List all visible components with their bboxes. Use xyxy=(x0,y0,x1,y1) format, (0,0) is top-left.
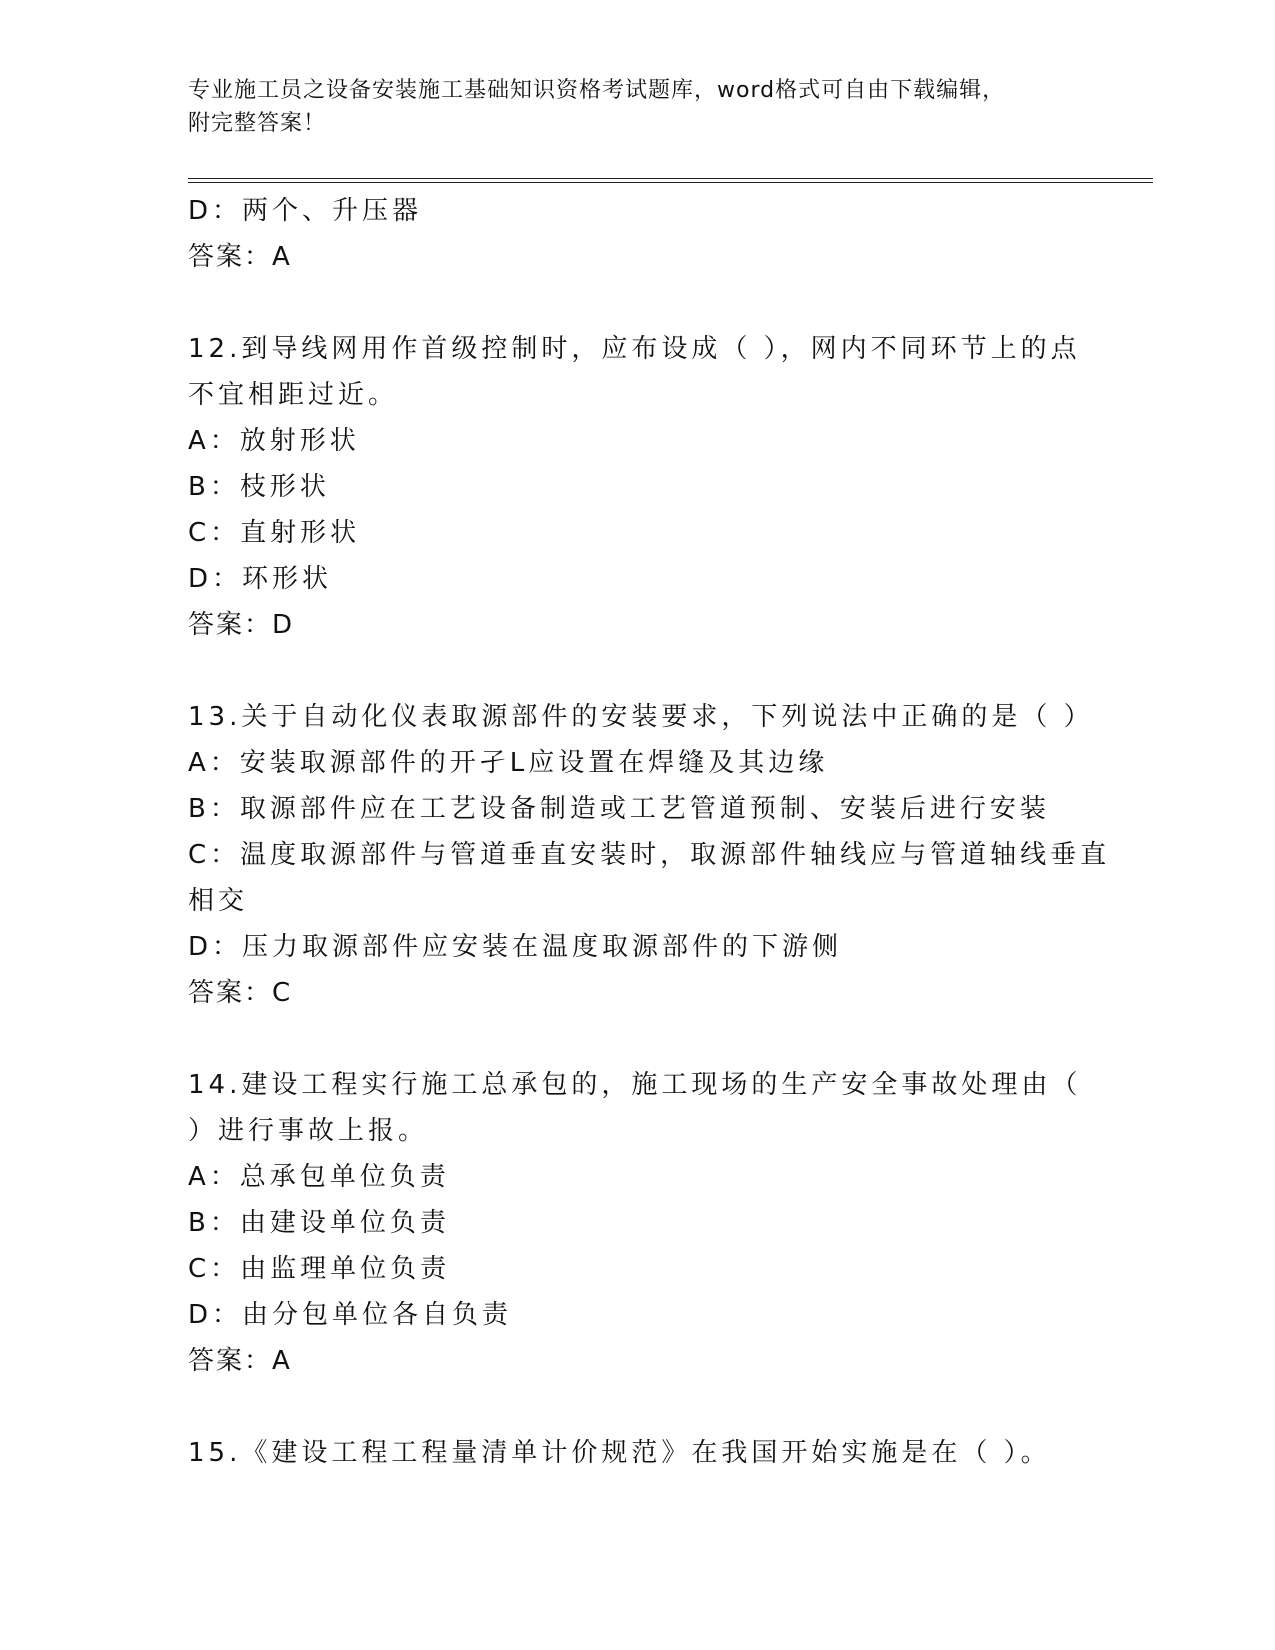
question-14 xyxy=(188,1062,1088,1384)
q12-option-a: A：放射形状 xyxy=(188,426,360,456)
spacer xyxy=(188,1384,1088,1430)
q14-stem-line-1: 14.建设工程实行施工总承包的，施工现场的生产安全事故处理由（ xyxy=(188,1070,1082,1100)
q14-option-d: D：由分包单位各自负责 xyxy=(188,1300,513,1330)
q14-option-b: B：由建设单位负责 xyxy=(188,1208,450,1238)
q14-answer: 答案：A xyxy=(188,1346,292,1376)
q11-answer: 答案：A xyxy=(188,242,292,272)
document-body xyxy=(188,188,1111,1476)
header-line-2: 附完整答案！ xyxy=(188,111,327,136)
q13-option-a: A：安装取源部件的开孑L应设置在焊缝及其边缘 xyxy=(188,748,829,778)
q12-stem-line-2: 不宜相距过近。 xyxy=(188,380,399,410)
q14-option-a: A：总承包单位负责 xyxy=(188,1162,450,1192)
q13-option-c-line-2: 相交 xyxy=(188,886,249,916)
q14-stem-line-2: ）进行事故上报。 xyxy=(188,1116,429,1146)
q15-stem-line-1: 15.《建设工程工程量清单计价规范》在我国开始实施是在（ ）。 xyxy=(188,1438,1051,1468)
q12-option-d: D：环形状 xyxy=(188,564,333,594)
header-line-1: 专业施工员之设备安装施工基础知识资格考试题库，word格式可自由下载编辑， xyxy=(188,78,1006,103)
q12-stem-line-1: 12.到导线网用作首级控制时，应布设成（ ），网内不同环节上的点 xyxy=(188,334,1081,364)
q12-option-b: B：枝形状 xyxy=(188,472,330,502)
q13-option-d: D：压力取源部件应安装在温度取源部件的下游侧 xyxy=(188,932,843,962)
header-divider-top xyxy=(188,178,1153,179)
q12-answer: 答案：D xyxy=(188,610,295,640)
q13-option-c-line-1: C：温度取源部件与管道垂直安装时，取源部件轴线应与管道轴线垂直 xyxy=(188,840,1111,870)
question-13 xyxy=(188,694,1111,1016)
spacer xyxy=(188,280,1088,326)
spacer xyxy=(188,1016,1088,1062)
q13-answer: 答案：C xyxy=(188,978,293,1008)
q11-option-d: D：两个、升压器 xyxy=(188,196,423,226)
document-header xyxy=(188,74,1068,140)
question-12 xyxy=(188,326,1088,648)
q14-option-c: C：由监理单位负责 xyxy=(188,1254,451,1284)
q13-option-b: B：取源部件应在工艺设备制造或工艺管道预制、安装后进行安装 xyxy=(188,794,1050,824)
q12-option-c: C：直射形状 xyxy=(188,518,361,548)
question-15 xyxy=(188,1430,1088,1476)
question-11-tail xyxy=(188,188,1088,280)
spacer xyxy=(188,648,1088,694)
header-divider-bottom xyxy=(188,182,1153,183)
q13-stem-line-1: 13.关于自动化仪表取源部件的安装要求，下列说法中正确的是（ ） xyxy=(188,702,1094,732)
